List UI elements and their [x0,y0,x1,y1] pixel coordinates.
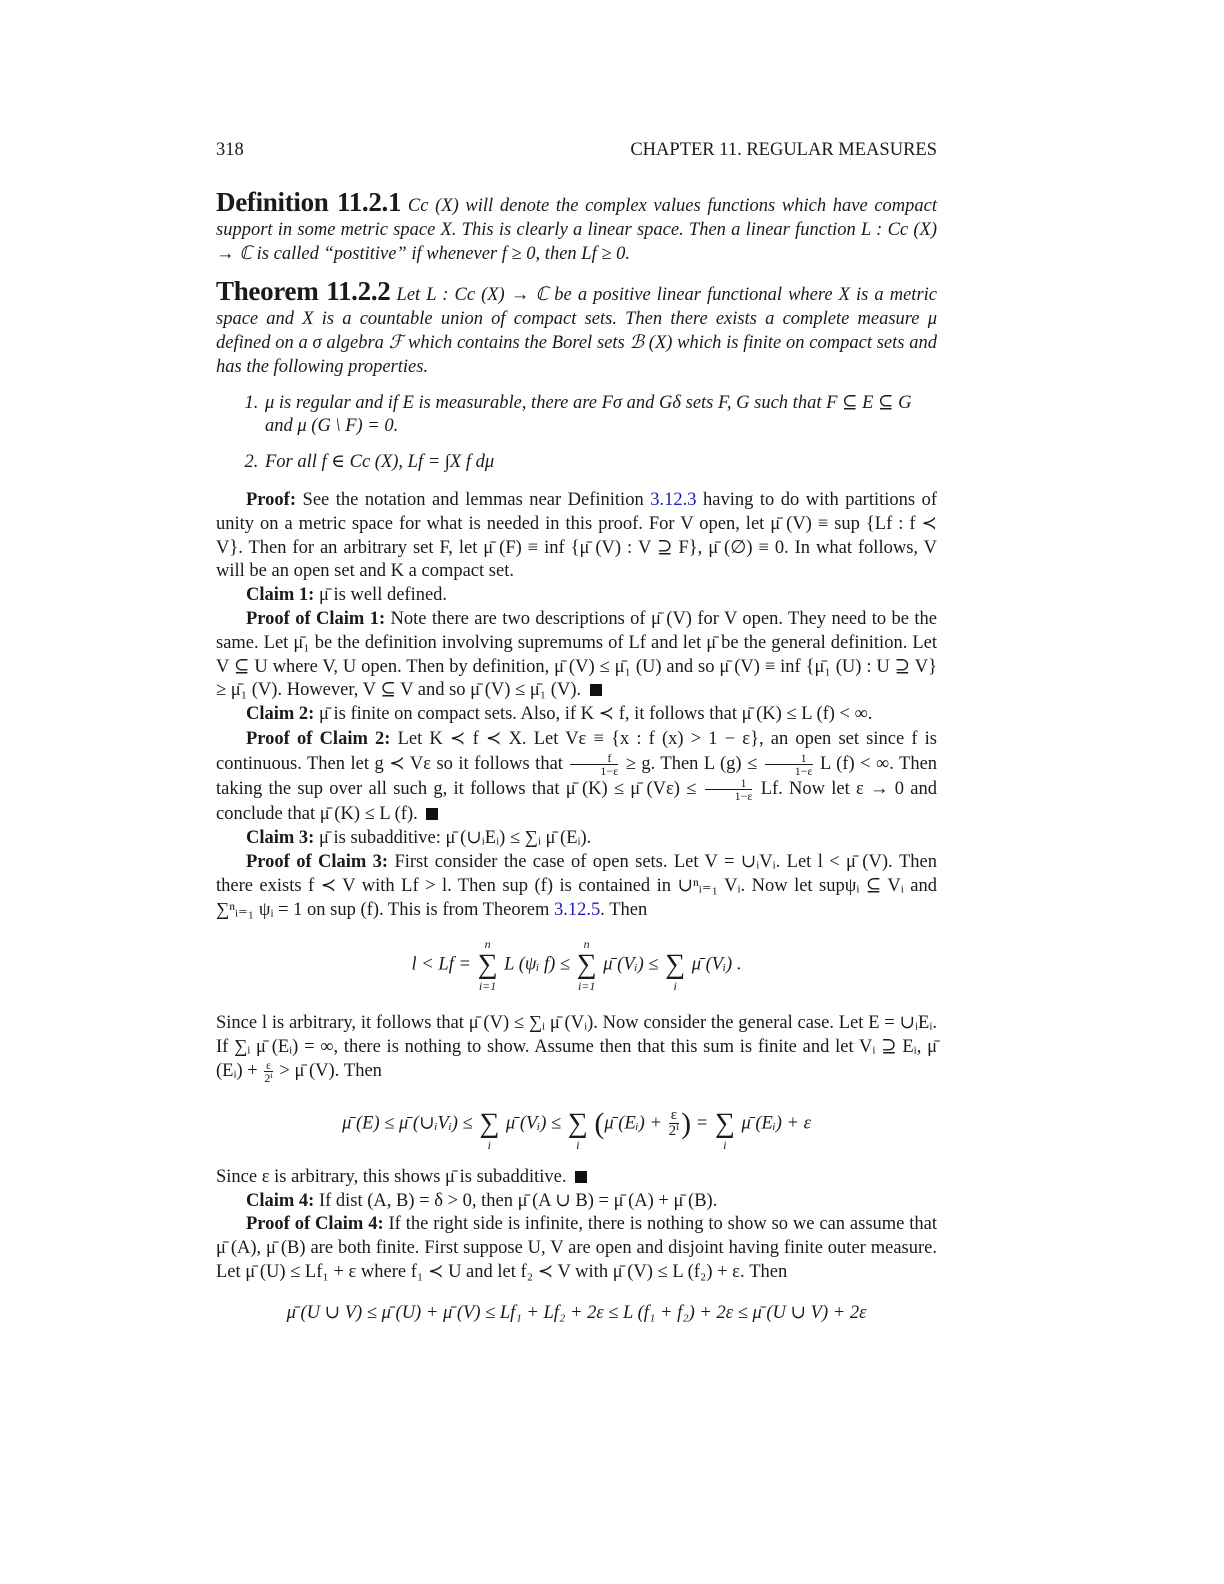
proof-claim-text: Since ε is arbitrary, this shows μ̄ is subadditive. [216,1166,567,1187]
proof-claim-text: Note there are two descriptions of μ̄ (V) for V open. They need to be the same. Let μ̄₁ be the definition involving supremums of Lf and let μ̄ be the general definition. Let V ⊆ U where V, U open. Then by definition, μ̄ (V) ≤ μ̄₁ (U) and so μ̄ (V) ≡ inf {μ̄₁ (U) : U ⊇ V} ≥ μ̄₁ (V). However, V ⊆ V and so μ̄ (V) ≤ μ̄₁ (V). [216,608,937,701]
claim-1 [216,584,937,608]
claim-text: μ̄ is subadditive: μ̄ (∪ᵢEᵢ) ≤ ∑ᵢ μ̄ (Eᵢ). [318,828,592,849]
summation-symbol: ∑ i [714,1107,735,1152]
proof-claim-text: L (f) < ∞. Then taking the sup over all such g, it follows that μ̄ (K) ≤ μ̄ (Vε) ≤ [216,753,938,800]
proof-claim-text: Lf. Now let ε → 0 and conclude that μ̄ (K) ≤ L (f). [216,779,938,825]
proof-claim-label: Proof of Claim 1: [246,608,386,629]
equation-part: μ̄ (Vᵢ) ≤ [505,1113,562,1134]
proof-claim-3 [216,851,937,922]
claim-text: μ̄ is well defined. [318,585,448,606]
claim-text: μ̄ is finite on compact sets. Also, if K ≺ f, it follows that μ̄ (K) ≤ L (f) < ∞. [318,704,873,725]
theorem-property-list [216,392,937,475]
theorem-label: Theorem 11.2.2 [216,276,391,307]
proof-claim-text: First consider the case of open sets. Let V = ∪ᵢVᵢ. Let l < μ̄ (V). Then there exists f ≺ V with Lf > l. Then sup (f) is contained in ∪ⁿᵢ₌₁ Vᵢ. Now let supψᵢ ⊆ Vᵢ and ∑ⁿᵢ₌₁ ψᵢ = 1 on sup (f). This is from Theorem [216,852,938,920]
summation-symbol: n ∑ i=1 [576,936,597,993]
claim-3 [216,827,937,851]
proof-paragraph [216,489,937,584]
theorem-link[interactable]: 3.12.5 [554,899,601,920]
chapter-title: CHAPTER 11. REGULAR MEASURES [630,140,937,160]
claim-4 [216,1190,937,1214]
display-equation-3 [216,1301,937,1325]
claim-3-continuation [216,1011,937,1084]
theorem-property-item: 2. For all f ∈ Cc (X), Lf = ∫X f dμ [263,451,937,475]
fraction: $\frac{\varepsilon}{\text{2ⁱ}}$ [264,1057,273,1085]
fraction: $\frac{1}{1-\varepsilon}$ [765,752,813,777]
equation-part: L (ψᵢ f) ≤ [504,953,571,974]
claim-text: If dist (A, B) = δ > 0, then μ̄ (A ∪ B) = μ̄ (A) + μ̄ (B). [318,1190,718,1211]
claim-label: Claim 3: [246,828,315,849]
claim-label: Claim 1: [246,585,315,606]
fraction: $\frac{1}{1-\varepsilon}$ [705,777,753,802]
equation-part: l < Lf = [411,953,471,974]
summation-symbol: ∑ i [665,948,686,993]
proof-claim-label: Proof of Claim 4: [246,1214,384,1235]
equation-part: μ̄ (U ∪ V) ≤ μ̄ (U) + μ̄ (V) ≤ Lf₁ + Lf₂ + 2ε ≤ L (f₁ + f₂) + 2ε ≤ μ̄ (U ∪ V) + 2ε [286,1302,867,1323]
fraction: $\frac{f}{1-\varepsilon}$ [570,752,618,777]
proof-claim-label: Proof of Claim 3: [246,852,389,873]
fraction: $\frac{\varepsilon}{\text{2ⁱ}}$ [668,1107,680,1140]
proof-label: Proof: [246,489,296,510]
proof-claim-2 [216,727,937,828]
proof-claim-text: If the right side is infinite, there is nothing to show so we can assume that μ̄ (A), μ̄ (B) are both finite. First suppose U, V are open and disjoint having finite outer measure. Let μ̄ (U) ≤ Lf₁ + ε where f₁ ≺ U and let f₂ ≺ V with μ̄ (V) ≤ L (f₂) + ε. Then [216,1214,938,1283]
qed-square-icon [575,1171,587,1183]
definition-block [216,187,938,266]
page [216,140,937,1343]
claim-3-conclusion [216,1166,937,1190]
equation-part: μ̄ (Eᵢ) + ε [741,1113,811,1134]
equation-part: μ̄ (Eᵢ) + [604,1113,662,1134]
summation-symbol: n ∑ i=1 [477,936,498,993]
proof-claim-text: . Then [600,899,648,920]
proof-text: See the notation and lemmas near Definition [302,489,644,510]
theorem-block [216,276,937,379]
theorem-text: Let L : Cc (X) → ℂ be a positive linear functional where X is a metric space and X is a countable union of compact sets. Then there exists a complete measure μ defined on a σ algebra ℱ which contains the Borel sets ℬ (X) which is finite on compact sets and has the following properties. [216,285,937,377]
proof-claim-4 [216,1213,937,1284]
left-paren: ( [594,1106,605,1140]
display-equation-2 [216,1096,937,1152]
proof-claim-text: Since l is arbitrary, it follows that μ̄ (V) ≤ ∑ᵢ μ̄ (Vᵢ). Now consider the general case. Let E = ∪ᵢEᵢ. If ∑ᵢ μ̄ (Eᵢ) = ∞, there is nothing to show. Assume then that this sum is finite and let Vᵢ ⊇ Eᵢ, μ̄ (Eᵢ) + [216,1012,937,1081]
proof-claim-label: Proof of Claim 2: [246,728,391,749]
qed-square-icon [590,684,602,696]
definition-label: Definition 11.2.1 [216,187,402,217]
proof-claim-text: > μ̄ (V). Then [279,1060,382,1081]
proof-claim-text: ≥ g. Then L (g) ≤ [625,753,758,774]
display-equation-1 [216,937,937,993]
proof-claim-1 [216,608,937,703]
right-paren: ) [681,1106,692,1140]
qed-square-icon [426,808,438,820]
running-header [216,140,937,161]
proof-claim-text: Let K ≺ f ≺ X. Let Vε ≡ {x : f (x) > 1 − ε}, an open set since f is continuous. Then let g ≺ Vε so it follows that [216,728,938,774]
proof-text: having to do with partitions of unity on a metric space for what is needed in this proof. For V open, let μ̄ (V) ≡ sup {Lf : f ≺ V}. Then for an arbitrary set F, let μ̄ (F) ≡ inf {μ̄ (V) : V ⊇ F}, μ̄ (∅) ≡ 0. In what follows, V will be an open set and K a compact set. [216,489,938,582]
equation-part: = [695,1113,709,1134]
summation-symbol: ∑ i [567,1107,588,1152]
definition-text: Cc (X) will denote the complex values functions which have compact support in some metric space X. This is clearly a linear space. Then a linear function L : Cc (X) → ℂ is called “postitive” if whenever f ≥ 0, then Lf ≥ 0. [216,196,938,264]
claim-label: Claim 4: [246,1190,315,1211]
definition-link[interactable]: 3.12.3 [650,489,697,510]
theorem-property-item: 1. μ is regular and if E is measurable, there are Fσ and Gδ sets F, G such that F ⊆ E ⊆ G and μ (G \ F) = 0. [263,392,937,440]
equation-part: μ̄ (E) ≤ μ̄ (∪ᵢVᵢ) ≤ [342,1113,473,1134]
claim-2 [216,703,937,727]
summation-symbol: ∑ i [479,1107,500,1152]
claim-label: Claim 2: [246,704,315,725]
page-number: 318 [216,140,244,160]
equation-part: μ̄ (Vᵢ) ≤ [603,953,659,974]
equation-part: μ̄ (Vᵢ) . [691,953,742,974]
